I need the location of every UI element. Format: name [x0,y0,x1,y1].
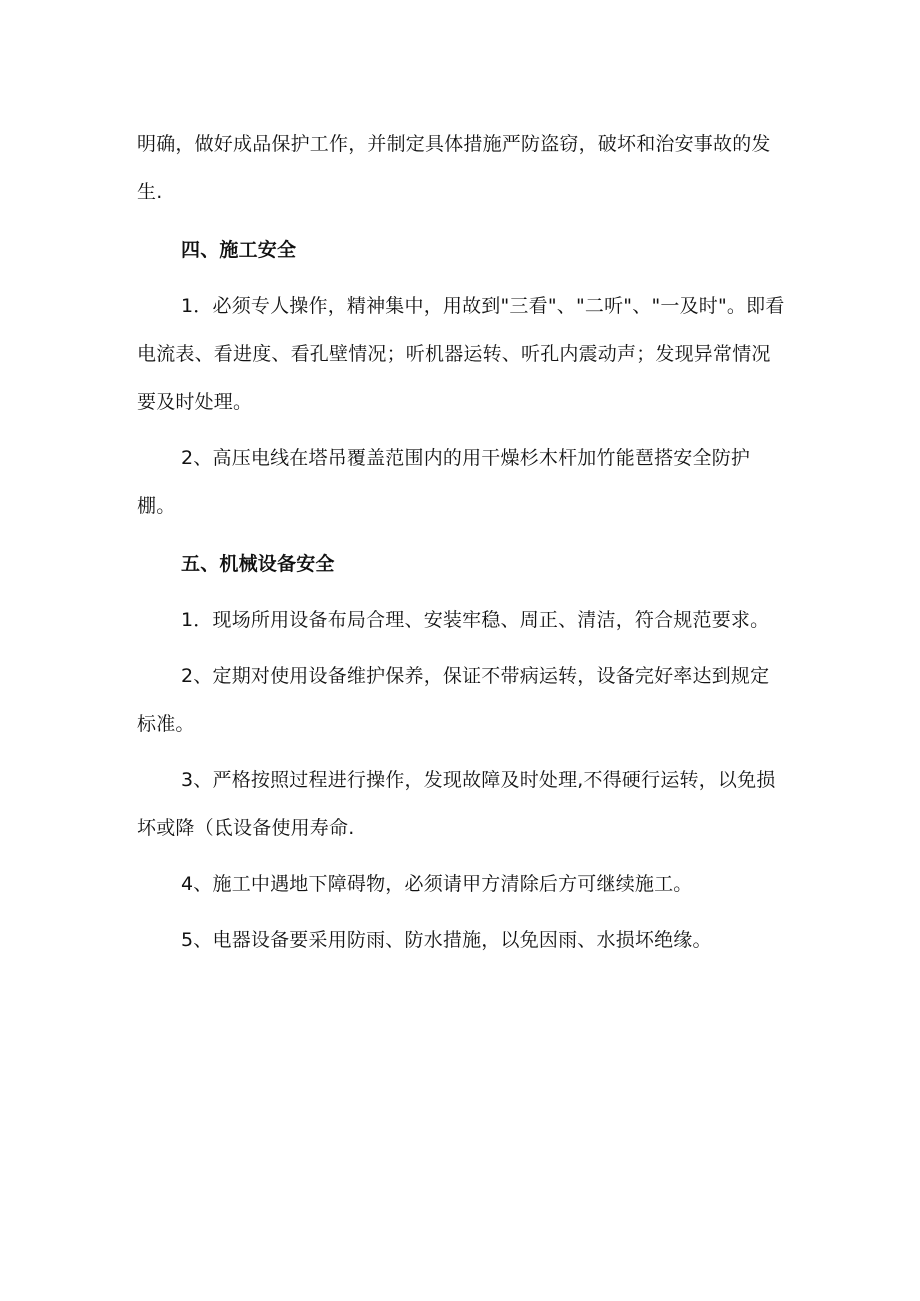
paragraph-item-2-maintenance: 2、定期对使用设备维护保养，保证不带病运转，设备完好率达到规定标准。 [137,665,770,735]
paragraph-item-1-layout: 1．现场所用设备布局合理、安装牢稳、周正、清洁，符合规范要求。 [181,609,770,631]
paragraph-item-2-power-lines: 2、高压电线在塔吊覆盖范围内的用干燥杉木杆加竹能琶搭安全防护棚。 [137,447,751,517]
paragraph-item-1-operation: 1．必须专人操作，精神集中，用故到"三看"、"二听"、"一及时"。即看电流表、看进度、看孔壁情况；听机器运转、听孔内震动声；发现异常情况要及时处理。 [137,295,785,413]
paragraph-item-4-obstacles: 4、施工中遇地下障碍物，必须请甲方清除后方可继续施工。 [181,873,693,895]
section-heading-construction-safety: 四、施工安全 [181,239,297,261]
section-heading-machinery-safety: 五、机械设备安全 [181,553,335,575]
paragraph-continuation: 明确，做好成品保护工作，并制定具体措施严防盗窃，破坏和治安事故的发生. [137,133,771,203]
paragraph-item-5-rainproofing: 5、电器设备要采用防雨、防水措施，以免因雨、水损坏绝缘。 [181,929,712,951]
document-body [137,120,787,964]
paragraph-item-3-operation-process: 3、严格按照过程进行操作，发现故障及时处理,不得硬行运转，以免损坏或降（氐设备使用寿命. [137,769,776,839]
